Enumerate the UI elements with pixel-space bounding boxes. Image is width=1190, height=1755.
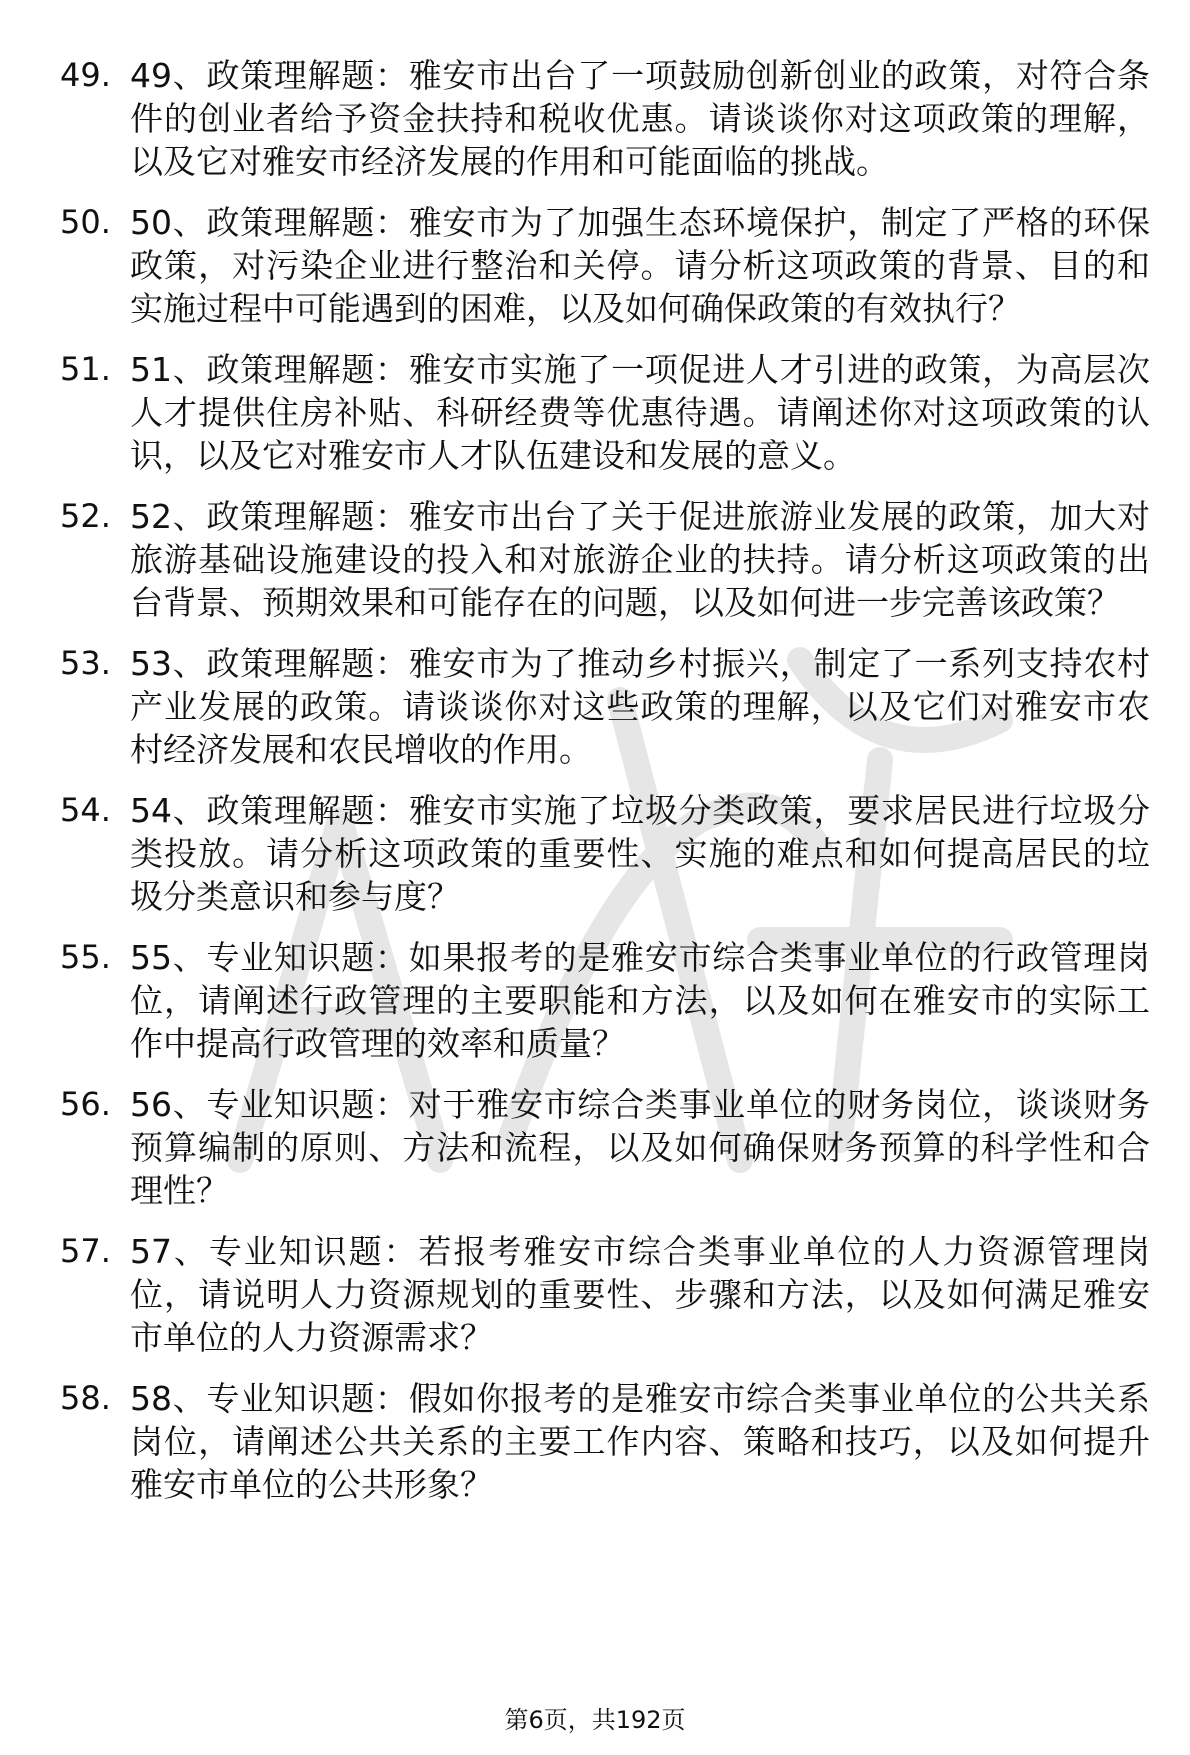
list-item	[60, 1230, 1150, 1359]
page-number-footer: 第6页，共192页	[504, 1706, 686, 1734]
question-number: 53.	[60, 644, 111, 682]
question-text: 49、政策理解题：雅安市出台了一项鼓励创新创业的政策，对符合条件的创业者给予资金扶持和税收优惠。请谈谈你对这项政策的理解，以及它对雅安市经济发展的作用和可能面临的挑战。	[130, 56, 1150, 181]
list-item	[60, 1377, 1150, 1506]
question-number: 58.	[60, 1379, 111, 1417]
question-number: 50.	[60, 203, 111, 241]
list-item	[60, 936, 1150, 1065]
question-text: 57、专业知识题：若报考雅安市综合类事业单位的人力资源管理岗位，请说明人力资源规划的重要性、步骤和方法，以及如何满足雅安市单位的人力资源需求？	[130, 1232, 1150, 1357]
question-text: 58、专业知识题：假如你报考的是雅安市综合类事业单位的公共关系岗位，请阐述公共关系的主要工作内容、策略和技巧，以及如何提升雅安市单位的公共形象？	[130, 1379, 1150, 1504]
question-number: 56.	[60, 1085, 111, 1123]
question-number: 49.	[60, 56, 111, 94]
list-item	[60, 54, 1150, 183]
question-text: 50、政策理解题：雅安市为了加强生态环境保护，制定了严格的环保政策，对污染企业进行整治和关停。请分析这项政策的背景、目的和实施过程中可能遇到的困难，以及如何确保政策的有效执行？	[130, 203, 1150, 328]
question-number: 57.	[60, 1232, 111, 1270]
list-item	[60, 348, 1150, 477]
question-number: 55.	[60, 938, 111, 976]
question-text: 54、政策理解题：雅安市实施了垃圾分类政策，要求居民进行垃圾分类投放。请分析这项政策的重要性、实施的难点和如何提高居民的垃圾分类意识和参与度？	[130, 791, 1150, 916]
question-number: 51.	[60, 350, 111, 388]
question-text: 53、政策理解题：雅安市为了推动乡村振兴，制定了一系列支持农村产业发展的政策。请谈谈你对这些政策的理解，以及它们对雅安市农村经济发展和农民增收的作用。	[130, 644, 1150, 769]
list-item	[60, 789, 1150, 918]
question-text: 55、专业知识题：如果报考的是雅安市综合类事业单位的行政管理岗位，请阐述行政管理的主要职能和方法，以及如何在雅安市的实际工作中提高行政管理的效率和质量？	[130, 938, 1150, 1063]
list-item	[60, 1083, 1150, 1212]
question-number: 54.	[60, 791, 111, 829]
question-list	[60, 54, 1150, 1524]
question-number: 52.	[60, 497, 111, 535]
question-text: 51、政策理解题：雅安市实施了一项促进人才引进的政策，为高层次人才提供住房补贴、科研经费等优惠待遇。请阐述你对这项政策的认识，以及它对雅安市人才队伍建设和发展的意义。	[130, 350, 1150, 475]
list-item	[60, 642, 1150, 771]
list-item	[60, 495, 1150, 624]
list-item	[60, 201, 1150, 330]
question-text: 52、政策理解题：雅安市出台了关于促进旅游业发展的政策，加大对旅游基础设施建设的投入和对旅游企业的扶持。请分析这项政策的出台背景、预期效果和可能存在的问题，以及如何进一步完善该政策？	[130, 497, 1150, 622]
question-text: 56、专业知识题：对于雅安市综合类事业单位的财务岗位，谈谈财务预算编制的原则、方法和流程，以及如何确保财务预算的科学性和合理性？	[130, 1085, 1150, 1210]
